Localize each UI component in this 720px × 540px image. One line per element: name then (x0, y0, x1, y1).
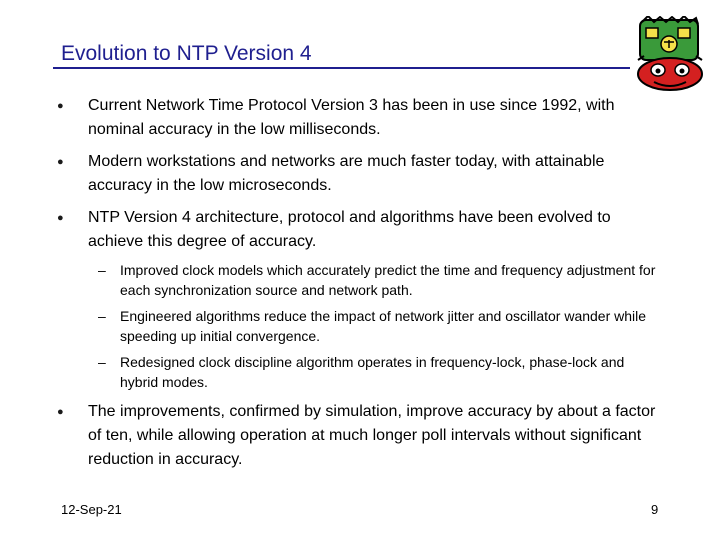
bullet-text: The improvements, confirmed by simulation, improve accuracy by about a factor of ten, while allowing operation at much longer poll intervals without significant reduction in accuracy. (88, 403, 656, 468)
bullet-text: Modern workstations and networks are much faster today, with attainable accuracy in the low microseconds. (88, 153, 605, 194)
footer-date: 12-Sep-21 (61, 502, 122, 517)
sub-bullet-dash: – (98, 308, 106, 324)
sub-bullet-text: Engineered algorithms reduce the impact of network jitter and oscillator wander while speeding up initial convergence. (120, 308, 647, 344)
bullet-marker: ● (57, 100, 64, 112)
title-underline (53, 67, 630, 69)
bullet-marker: ● (57, 212, 64, 224)
slide-title: Evolution to NTP Version 4 (61, 42, 312, 65)
sub-bullet-dash: – (98, 354, 106, 370)
mascot-logo-icon (634, 16, 706, 92)
bullet-text: Current Network Time Protocol Version 3 has been in use since 1992, with nominal accuracy in the low milliseconds. (88, 97, 615, 138)
bullet-text: NTP Version 4 architecture, protocol and algorithms have been evolved to achieve this degree of accuracy. (88, 209, 611, 250)
bullet-marker: ● (57, 406, 64, 418)
sub-bullet-text: Redesigned clock discipline algorithm operates in frequency-lock, phase-lock and hybrid modes. (120, 354, 625, 390)
page-number: 9 (651, 502, 659, 517)
bullet-marker: ● (57, 156, 64, 168)
sub-bullet-text: Improved clock models which accurately predict the time and frequency adjustment for each synchronization source and network path. (120, 262, 656, 298)
sub-bullet-dash: – (98, 262, 106, 278)
